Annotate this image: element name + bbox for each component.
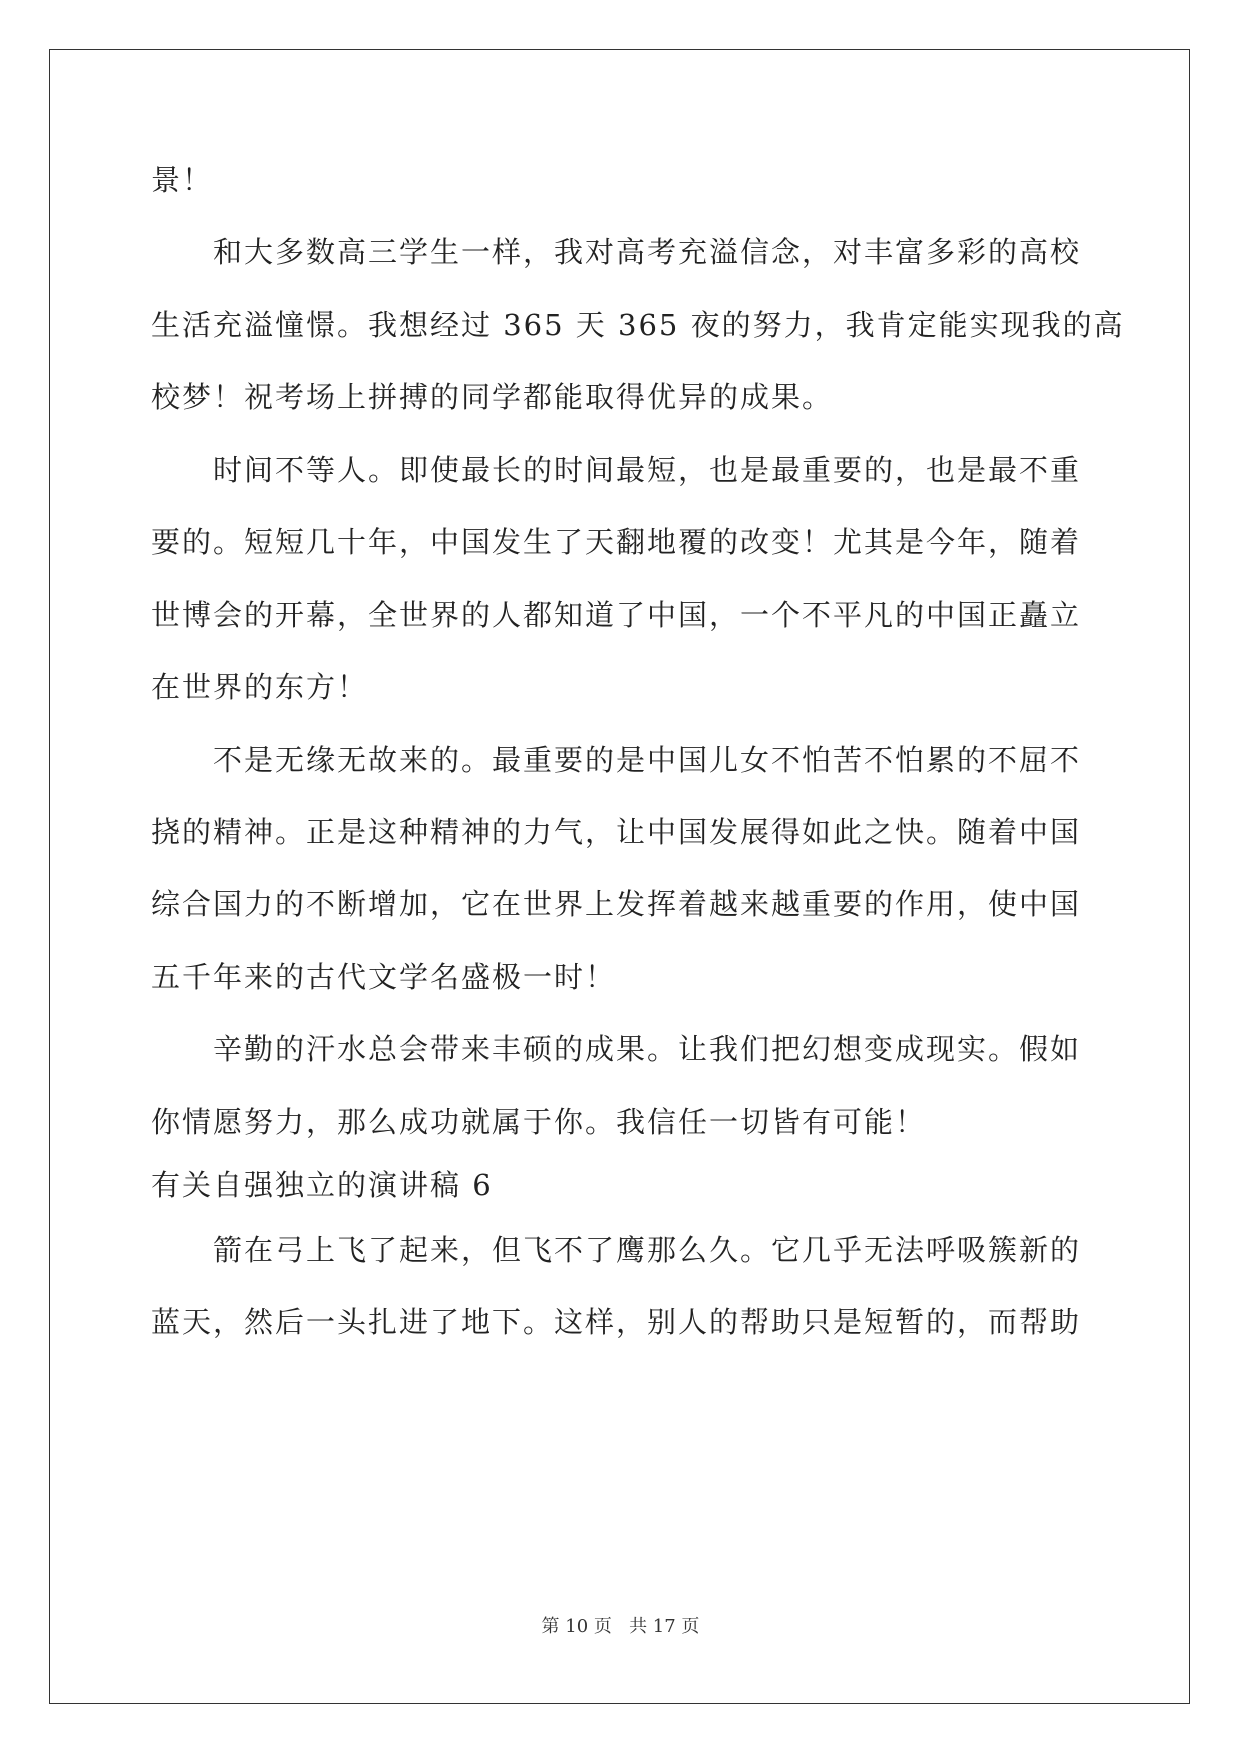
text-line: 综合国力的不断增加，它在世界上发挥着越来越重要的作用，使中国	[151, 887, 1082, 921]
text-line: 蓝天，然后一头扎进了地下。这样，别人的帮助只是短暂的，而帮助	[151, 1305, 1082, 1339]
text-line: 要的。短短几十年，中国发生了天翻地覆的改变！尤其是今年，随着	[151, 525, 1082, 559]
text-line: 校梦！祝考场上拼搏的同学都能取得优异的成果。	[151, 380, 834, 414]
paragraph-first-line: 不是无缘无故来的。最重要的是中国儿女不怕苦不怕累的不屈不	[213, 743, 1082, 777]
text-line: 挠的精神。正是这种精神的力气，让中国发展得如此之快。随着中国	[151, 815, 1082, 849]
page-border	[49, 49, 1190, 1704]
paragraph-first-line: 和大多数高三学生一样，我对高考充溢信念，对丰富多彩的高校	[213, 235, 1082, 269]
page-total: 共 17 页	[629, 1616, 700, 1637]
text-line: 生活充溢憧憬。我想经过 365 天 365 夜的努力，我肯定能实现我的高	[151, 308, 1125, 342]
page-footer	[0, 1615, 1241, 1639]
paragraph-first-line: 时间不等人。即使最长的时间最短，也是最重要的，也是最不重	[213, 453, 1082, 487]
page-number: 第 10 页	[541, 1616, 612, 1637]
text-line: 世博会的开幕，全世界的人都知道了中国，一个不平凡的中国正矗立	[151, 598, 1082, 632]
section-heading: 有关自强独立的演讲稿 6	[151, 1168, 493, 1202]
text-line: 在世界的东方！	[151, 670, 369, 704]
text-line: 五千年来的古代文学名盛极一时！	[151, 960, 617, 994]
text-line: 你情愿努力，那么成功就属于你。我信任一切皆有可能！	[151, 1105, 927, 1139]
paragraph-first-line: 箭在弓上飞了起来，但飞不了鹰那么久。它几乎无法呼吸簇新的	[213, 1233, 1082, 1267]
text-line: 景！	[151, 163, 214, 197]
paragraph-first-line: 辛勤的汗水总会带来丰硕的成果。让我们把幻想变成现实。假如	[213, 1032, 1082, 1066]
